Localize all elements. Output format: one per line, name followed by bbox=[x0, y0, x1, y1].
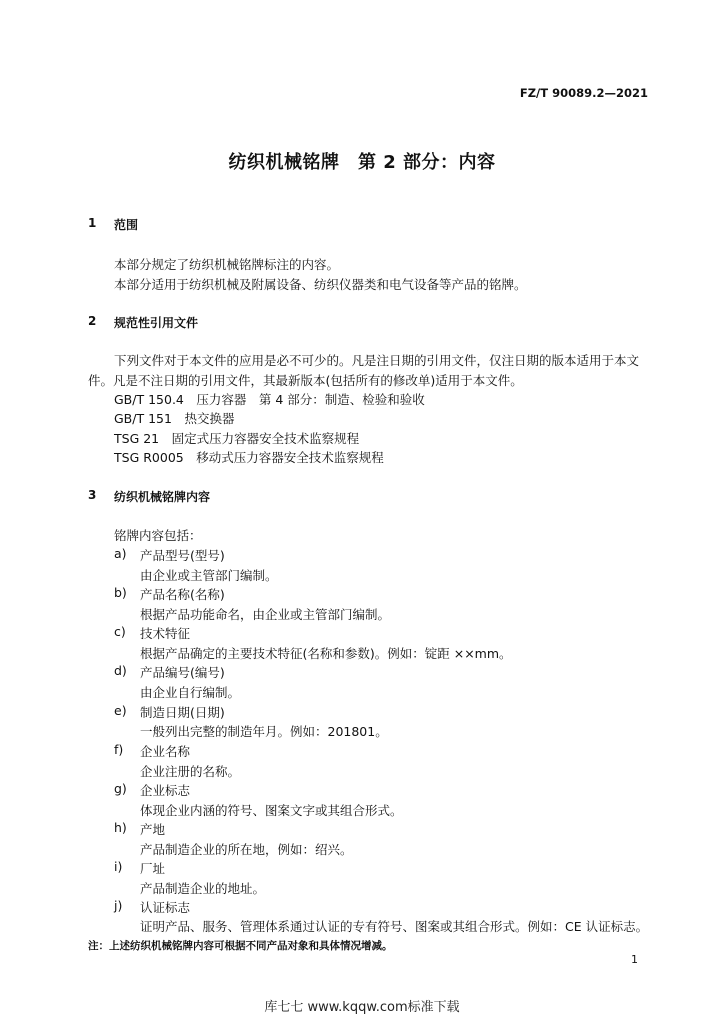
list-item-description: 产品制造企业的地址。 bbox=[140, 881, 266, 896]
list-item-title: 制造日期(日期) bbox=[140, 705, 225, 720]
footer-source-link[interactable]: 库七七 www.kqqw.com标准下载 bbox=[264, 1000, 460, 1015]
list-item-title: 技术特征 bbox=[140, 626, 191, 641]
list-item-title: 产地 bbox=[140, 822, 166, 837]
section-3-title: 纺织机械铭牌内容 bbox=[114, 490, 211, 504]
list-item-letter: f) bbox=[114, 742, 124, 757]
list-item-title: 厂址 bbox=[140, 861, 166, 876]
list-item-title: 企业名称 bbox=[140, 744, 191, 759]
document-title: 纺织机械铭牌 第 2 部分：内容 bbox=[228, 152, 496, 173]
list-item-title: 产品编号(编号) bbox=[140, 665, 225, 680]
section-1-paragraph: 本部分规定了纺织机械铭牌标注的内容。 bbox=[114, 257, 340, 272]
list-item-description: 由企业自行编制。 bbox=[140, 685, 241, 700]
section-1-number: 1 bbox=[88, 216, 97, 230]
list-item-letter: i) bbox=[114, 859, 123, 874]
list-item-description: 证明产品、服务、管理体系通过认证的专有符号、图案或其组合形式。例如：CE 认证标志。 bbox=[140, 919, 649, 934]
list-item-letter: d) bbox=[114, 663, 127, 678]
list-item-description: 一般列出完整的制造年月。例如：201801。 bbox=[140, 724, 388, 739]
list-item-title: 产品型号(型号) bbox=[140, 548, 225, 563]
list-item-title: 认证标志 bbox=[140, 900, 191, 915]
section-2-number: 2 bbox=[88, 314, 97, 328]
normative-reference: GB/T 151 热交换器 bbox=[114, 411, 235, 426]
list-item-letter: b) bbox=[114, 585, 127, 600]
list-item-letter: c) bbox=[114, 624, 126, 639]
section-2-intro: 下列文件对于本文件的应用是必不可少的。凡是注日期的引用文件，仅注日期的版本适用于本文 bbox=[114, 353, 640, 368]
page-number: 1 bbox=[631, 953, 638, 966]
list-item-description: 体现企业内涵的符号、图案文字或其组合形式。 bbox=[140, 803, 403, 818]
list-item-letter: g) bbox=[114, 781, 127, 796]
section-2-intro-continued: 件。凡是不注日期的引用文件，其最新版本(包括所有的修改单)适用于本文件。 bbox=[88, 373, 523, 388]
list-item-description: 产品制造企业的所在地，例如：绍兴。 bbox=[140, 842, 353, 857]
section-1-paragraph: 本部分适用于纺织机械及附属设备、纺织仪器类和电气设备等产品的铭牌。 bbox=[114, 277, 527, 292]
note: 注：上述纺织机械铭牌内容可根据不同产品对象和具体情况增减。 bbox=[88, 940, 393, 952]
normative-reference: TSG 21 固定式压力容器安全技术监察规程 bbox=[114, 431, 360, 446]
section-2-title: 规范性引用文件 bbox=[114, 316, 199, 330]
list-item-letter: h) bbox=[114, 820, 127, 835]
normative-reference: GB/T 150.4 压力容器 第 4 部分：制造、检验和验收 bbox=[114, 392, 425, 407]
list-item-description: 企业注册的名称。 bbox=[140, 764, 241, 779]
section-3-intro: 铭牌内容包括： bbox=[114, 528, 202, 543]
list-item-title: 企业标志 bbox=[140, 783, 191, 798]
section-3-number: 3 bbox=[88, 488, 97, 502]
list-item-title: 产品名称(名称) bbox=[140, 587, 225, 602]
list-item-letter: j) bbox=[114, 898, 123, 913]
standard-code: FZ/T 90089.2—2021 bbox=[519, 86, 648, 100]
section-1-title: 范围 bbox=[114, 218, 139, 232]
list-item-description: 根据产品功能命名，由企业或主管部门编制。 bbox=[140, 607, 391, 622]
list-item-letter: e) bbox=[114, 703, 127, 718]
normative-reference: TSG R0005 移动式压力容器安全技术监察规程 bbox=[114, 450, 384, 465]
list-item-description: 由企业或主管部门编制。 bbox=[140, 568, 278, 583]
list-item-letter: a) bbox=[114, 546, 127, 561]
list-item-description: 根据产品确定的主要技术特征(名称和参数)。例如：锭距 ××mm。 bbox=[140, 646, 512, 661]
